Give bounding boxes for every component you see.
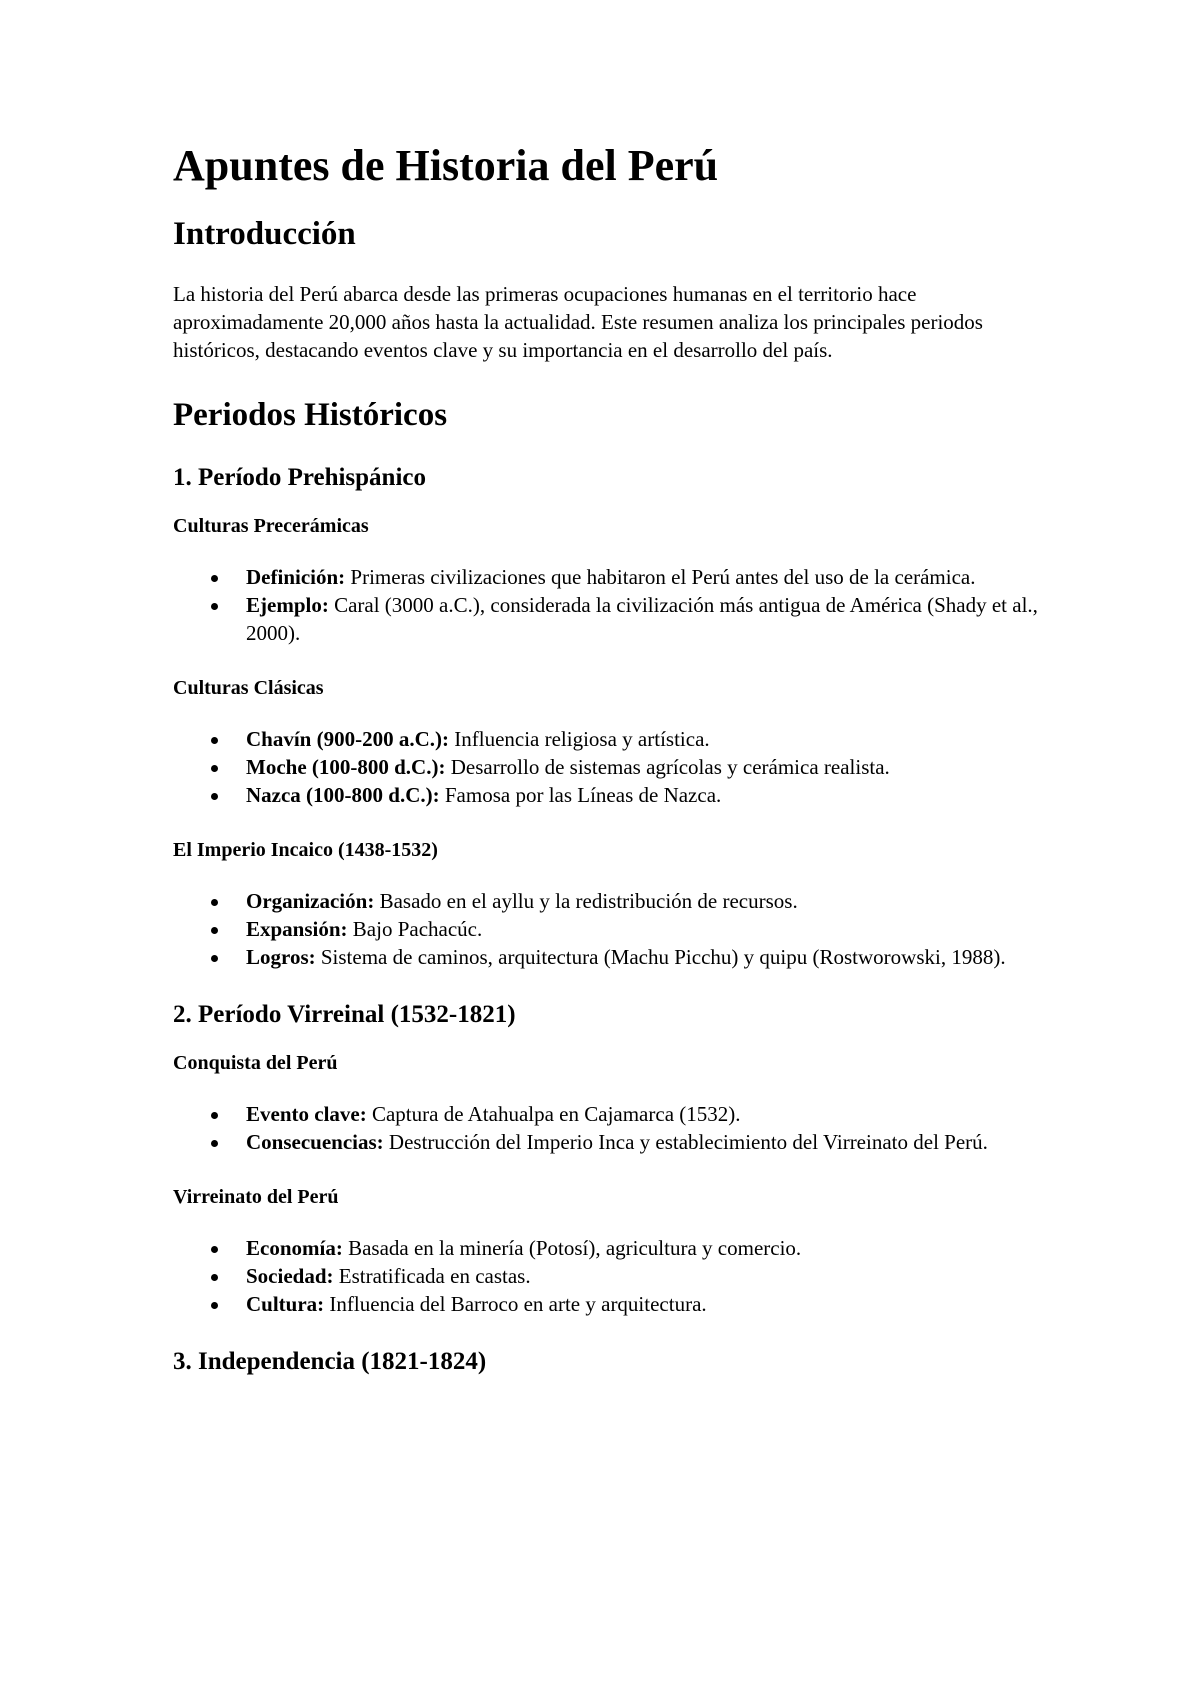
inca-empire-heading: El Imperio Incaico (1438-1532): [173, 839, 438, 862]
item-label: Economía:: [246, 1236, 343, 1261]
item-text: Basado en el ayllu y la redistribución de recursos.: [374, 889, 798, 914]
item-label: Logros:: [246, 945, 316, 970]
item-label: Organización:: [246, 889, 375, 914]
item-text: Destrucción del Imperio Inca y establecimiento del Virreinato del Perú.: [383, 1130, 988, 1155]
item-text: Bajo Pachacúc.: [347, 917, 483, 942]
period-prehispanic-heading: 1. Período Prehispánico: [173, 463, 427, 491]
viceroyalty-list: [173, 1234, 1050, 1318]
list-item: [246, 887, 1050, 915]
item-text: Estratificada en castas.: [333, 1264, 531, 1289]
item-label: Moche (100-800 d.C.):: [246, 755, 446, 780]
list-item: [246, 1290, 1050, 1318]
period-viceroyalty-heading: 2. Período Virreinal (1532-1821): [173, 1001, 516, 1029]
item-label: Consecuencias:: [246, 1130, 384, 1155]
item-label: Expansión:: [246, 917, 348, 942]
document-title: Apuntes de Historia del Perú: [173, 141, 719, 190]
list-item: [246, 563, 1050, 591]
inca-empire-list: [173, 887, 1050, 971]
list-item: [246, 1234, 1050, 1262]
item-text: Primeras civilizaciones que habitaron el Perú antes del uso de la cerámica.: [345, 565, 976, 590]
list-item: [246, 1262, 1050, 1290]
list-item: [246, 1100, 1050, 1128]
item-text: Sistema de caminos, arquitectura (Machu Picchu) y quipu (Rostworowski, 1988).: [315, 945, 1006, 970]
list-item: [246, 591, 1050, 647]
item-text: Basada en la minería (Potosí), agricultura y comercio.: [342, 1236, 802, 1261]
item-label: Sociedad:: [246, 1264, 334, 1289]
conquest-heading: Conquista del Perú: [173, 1052, 338, 1075]
item-text: Influencia del Barroco en arte y arquitectura.: [324, 1292, 707, 1317]
classic-cultures-list: [173, 725, 1050, 809]
period-independence-heading: 3. Independencia (1821-1824): [173, 1348, 487, 1376]
preceramic-list: [173, 563, 1050, 647]
item-text: Influencia religiosa y artística.: [449, 727, 710, 752]
item-label: Definición:: [246, 565, 346, 590]
list-item: [246, 781, 1050, 809]
item-text: Famosa por las Líneas de Nazca.: [439, 783, 722, 808]
item-text: Caral (3000 a.C.), considerada la civilización más antigua de América (Shady et al., 2000).: [246, 593, 1038, 646]
periods-heading: Periodos Históricos: [173, 397, 448, 434]
list-item: [246, 1128, 1050, 1156]
classic-cultures-heading: Culturas Clásicas: [173, 677, 324, 700]
list-item: [246, 915, 1050, 943]
intro-paragraph: La historia del Perú abarca desde las primeras ocupaciones humanas en el territorio hace aproximadamente 20,000 años hasta la actualidad. Este resumen analiza los principales periodos históricos, destacando eventos clave y su importancia en el desarrollo del país.: [173, 282, 983, 363]
viceroyalty-heading: Virreinato del Perú: [173, 1186, 339, 1209]
item-label: Nazca (100-800 d.C.):: [246, 783, 440, 808]
item-text: Captura de Atahualpa en Cajamarca (1532).: [366, 1102, 741, 1127]
item-label: Ejemplo:: [246, 593, 329, 618]
item-label: Cultura:: [246, 1292, 325, 1317]
item-label: Chavín (900-200 a.C.):: [246, 727, 449, 752]
list-item: [246, 943, 1050, 971]
intro-heading: Introducción: [173, 215, 356, 252]
item-label: Evento clave:: [246, 1102, 367, 1127]
preceramic-heading: Culturas Precerámicas: [173, 515, 369, 538]
list-item: [246, 725, 1050, 753]
list-item: [246, 753, 1050, 781]
conquest-list: [173, 1100, 1050, 1156]
item-text: Desarrollo de sistemas agrícolas y cerámica realista.: [445, 755, 890, 780]
